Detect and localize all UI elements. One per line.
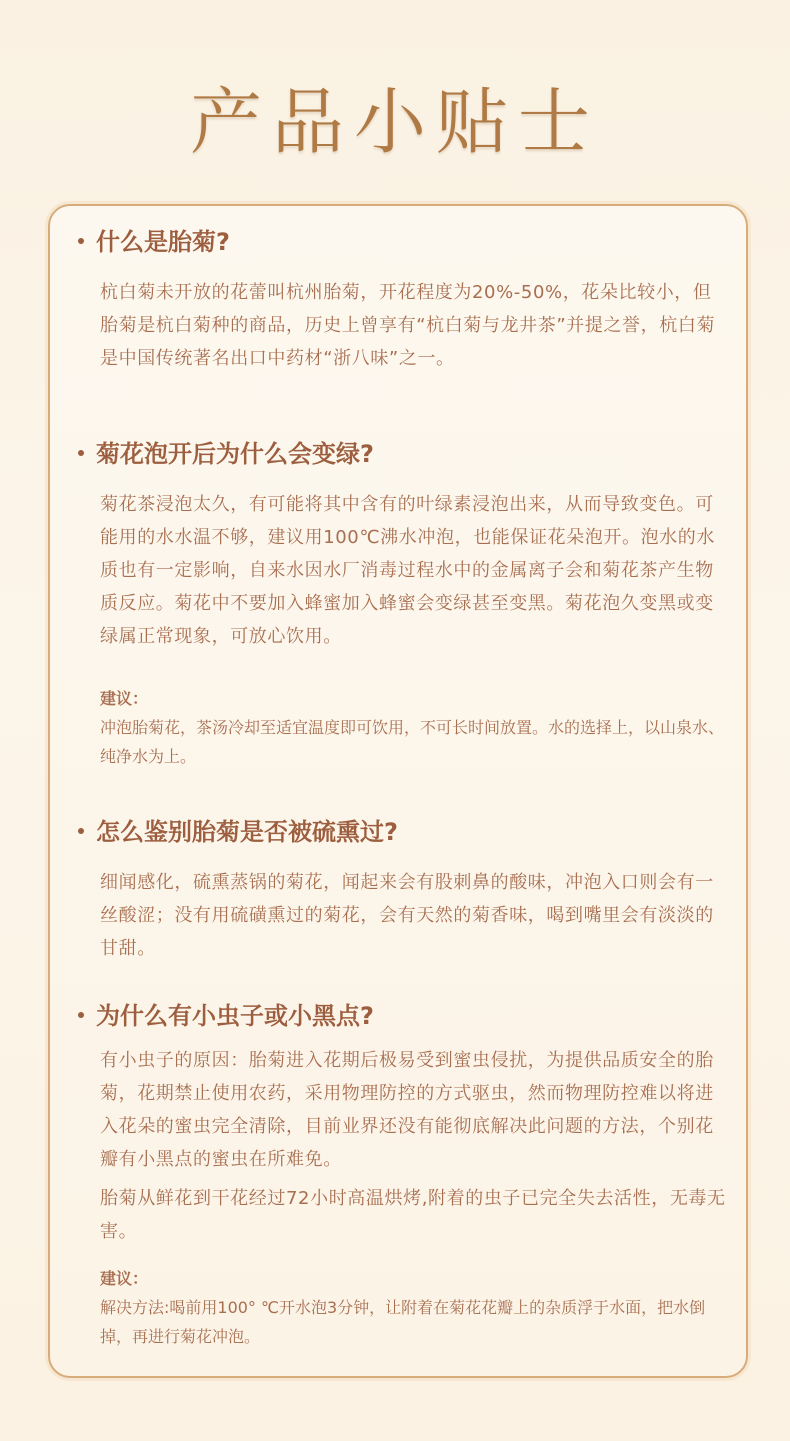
answer-paragraph: 有小虫子的原因：胎菊进入花期后极易受到蜜虫侵扰，为提供品质安全的胎菊，花期禁止使用农药，采用物理防控的方式驱虫，然而物理防控难以将进入花朵的蜜虫完全清除，目前业界还没有能彻底解决此问题的方法，个别花瓣有小黑点的蜜虫在所难免。 [100,1050,714,1170]
question-heading [78,996,374,1036]
question-text: 为什么有小虫子或小黑点? [96,1002,374,1030]
answer-paragraph: 胎菊从鲜花到干花经过72小时高温烘烤,附着的虫子已完全失去活性，无毒无害。 [100,1188,726,1242]
suggestion-text: 冲泡胎菊花，茶汤冷却至适宜温度即可饮用，不可长时间放置。水的选择上，以山泉水、纯净水为上。 [100,718,725,766]
question-heading [78,812,398,852]
bullet-dot-icon [78,450,84,456]
suggestion-block [100,684,730,771]
question-text: 菊花泡开后为什么会变绿? [96,440,374,468]
bullet-dot-icon [78,238,84,244]
question-heading [78,434,374,474]
page-title: 产品小贴士 [189,80,600,164]
suggestion-label: 建议： [100,689,149,708]
question-text: 什么是胎菊? [96,228,230,256]
answer-paragraph: 细闻感化，硫熏蒸锅的菊花，闻起来会有股刺鼻的酸味，冲泡入口则会有一丝酸涩；没有用硫磺熏过的菊花，会有天然的菊香味，喝到嘴里会有淡淡的甘甜。 [100,872,714,959]
question-text: 怎么鉴别胎菊是否被硫熏过? [96,818,398,846]
bullet-dot-icon [78,828,84,834]
answer-paragraph: 杭白菊未开放的花蕾叫杭州胎菊，开花程度为20%-50%，花朵比较小，但胎菊是杭白菊种的商品，历史上曾享有“杭白菊与龙井茶”并提之誉，杭白菊是中国传统著名出口中药材“浙八味”之一。 [100,282,716,369]
bullet-dot-icon [78,1012,84,1018]
suggestion-label: 建议： [100,1269,149,1288]
suggestion-block [100,1264,730,1351]
answer-paragraph: 菊花茶浸泡太久，有可能将其中含有的叶绿素浸泡出来，从而导致变色。可能用的水水温不够，建议用100℃沸水冲泡，也能保证花朵泡开。泡水的水质也有一定影响，自来水因水厂消毒过程水中的金属离子会和菊花茶产生物质反应。菊花中不要加入蜂蜜加入蜂蜜会变绿甚至变黑。菊花泡久变黑或变绿属正常现象，可放心饮用。 [100,494,715,647]
question-heading [78,222,230,262]
suggestion-text: 解决方法:喝前用100° ℃开水泡3分钟，让附着在菊花花瓣上的杂质浮于水面，把水倒掉，再进行菊花冲泡。 [100,1298,706,1346]
